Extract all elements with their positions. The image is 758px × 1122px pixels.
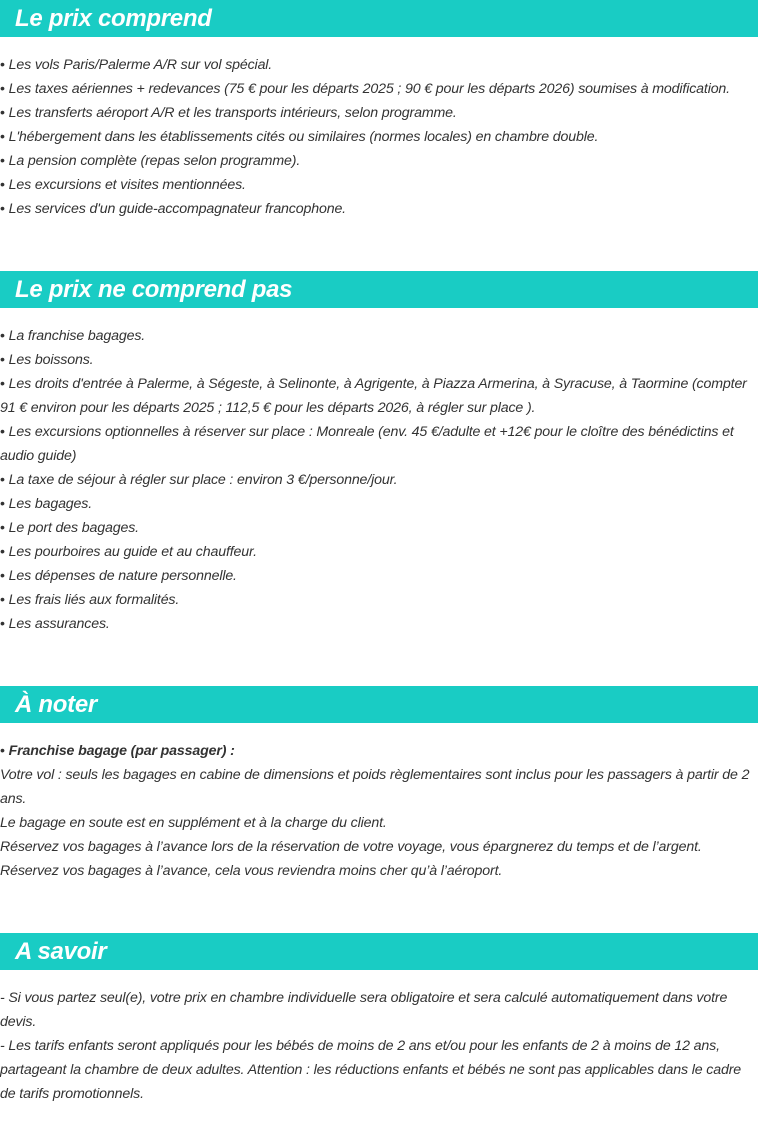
bullet-icon: • [0,496,5,512]
bullet-icon: • [0,376,5,392]
list-item-text: Le port des bagages. [8,520,139,536]
list-item [0,324,758,348]
list-item [0,53,758,77]
paragraph: - Si vous partez seul(e), votre prix en chambre individuelle sera obligatoire et sera calculé automatiquement dans votre devis. [0,990,728,1030]
list-item-text: Les droits d'entrée à Palerme, à Ségeste, à Selinonte, à Agrigente, à Piazza Armerina, à Syracuse, à Taormine (compter 91 € environ pour les départs 2025 ; 112,5 € pour les départs 2026, à régler sur place ). [0,376,747,416]
bullet-icon: • [0,177,5,193]
list-item [0,101,758,125]
list-item-text: La franchise bagages. [8,328,146,344]
paragraph: Votre vol : seuls les bagages en cabine de dimensions et poids règlementaires sont inclus pour les passagers à partir de 2 ans. [0,767,750,807]
paragraph: Réservez vos bagages à l’avance lors de la réservation de votre voyage, vous épargnerez du temps et de l’argent. [0,839,702,855]
bullet-icon: • [0,201,5,217]
list-item-text: Les excursions et visites mentionnées. [8,177,246,193]
list-item [0,492,758,516]
bullet-icon: • [0,424,5,440]
section-header-excludes: Le prix ne comprend pas [0,271,758,308]
list-item [0,197,758,221]
list-item [0,420,758,468]
list-item-text: Les vols Paris/Palerme A/R sur vol spécial. [8,57,273,73]
excludes-list [0,324,758,636]
list-item [0,540,758,564]
list-item [0,372,758,420]
list-item-text: L'hébergement dans les établissements cités ou similaires (normes locales) en chambre double. [8,129,599,145]
info-content [0,986,758,1106]
bullet-icon: • [0,616,5,632]
includes-list [0,53,758,221]
list-item-text: Les transferts aéroport A/R et les transports intérieurs, selon programme. [8,105,457,121]
list-item [0,173,758,197]
bullet-icon: • [0,57,5,73]
list-item-text: Les assurances. [8,616,110,632]
bullet-icon: • [0,568,5,584]
list-item [0,468,758,492]
list-item-text: Les pourboires au guide et au chauffeur. [8,544,257,560]
bullet-icon: • [0,592,5,608]
bullet-icon: • [0,153,5,169]
bullet-icon: • [0,129,5,145]
list-item [0,516,758,540]
bullet-icon: • [0,520,5,536]
list-item [0,125,758,149]
list-item-text: Les frais liés aux formalités. [8,592,180,608]
list-item-text: Les excursions optionnelles à réserver sur place : Monreale (env. 45 €/adulte et +12€ pour le cloître des bénédictins et audio guide) [0,424,734,464]
paragraph: Réservez vos bagages à l’avance, cela vous reviendra moins cher qu’à l’aéroport. [0,863,503,879]
bullet-icon: • [0,743,5,759]
section-header-note: À noter [0,686,758,723]
list-item [0,77,758,101]
section-header-includes: Le prix comprend [0,0,758,37]
bullet-icon: • [0,328,5,344]
paragraph: - Les tarifs enfants seront appliqués pour les bébés de moins de 2 ans et/ou pour les enfants de 2 à moins de 12 ans, partageant la chambre de deux adultes. Attention : les réductions enfants et bébés ne sont pas applicables dans le cadre de tarifs promotionnels. [0,1038,742,1102]
list-item [0,564,758,588]
list-item-text: Les boissons. [8,352,94,368]
bullet-icon: • [0,81,5,97]
list-item-text: La pension complète (repas selon programme). [8,153,301,169]
bullet-icon: • [0,472,5,488]
paragraph: Le bagage en soute est en supplément et à la charge du client. [0,815,387,831]
note-heading [0,739,758,763]
list-item [0,612,758,636]
bullet-icon: • [0,544,5,560]
list-item-text: Les taxes aériennes + redevances (75 € pour les départs 2025 ; 90 € pour les départs 2026) soumises à modification. [8,81,730,97]
bullet-icon: • [0,352,5,368]
list-item [0,149,758,173]
note-content [0,739,758,883]
list-item [0,588,758,612]
list-item-text: La taxe de séjour à régler sur place : environ 3 €/personne/jour. [8,472,398,488]
list-item [0,348,758,372]
section-header-info: A savoir [0,933,758,970]
list-item-text: Les services d'un guide-accompagnateur francophone. [8,201,346,217]
list-item-text: Les dépenses de nature personnelle. [8,568,237,584]
note-heading-text: Franchise bagage (par passager) : [8,743,235,759]
bullet-icon: • [0,105,5,121]
list-item-text: Les bagages. [8,496,93,512]
